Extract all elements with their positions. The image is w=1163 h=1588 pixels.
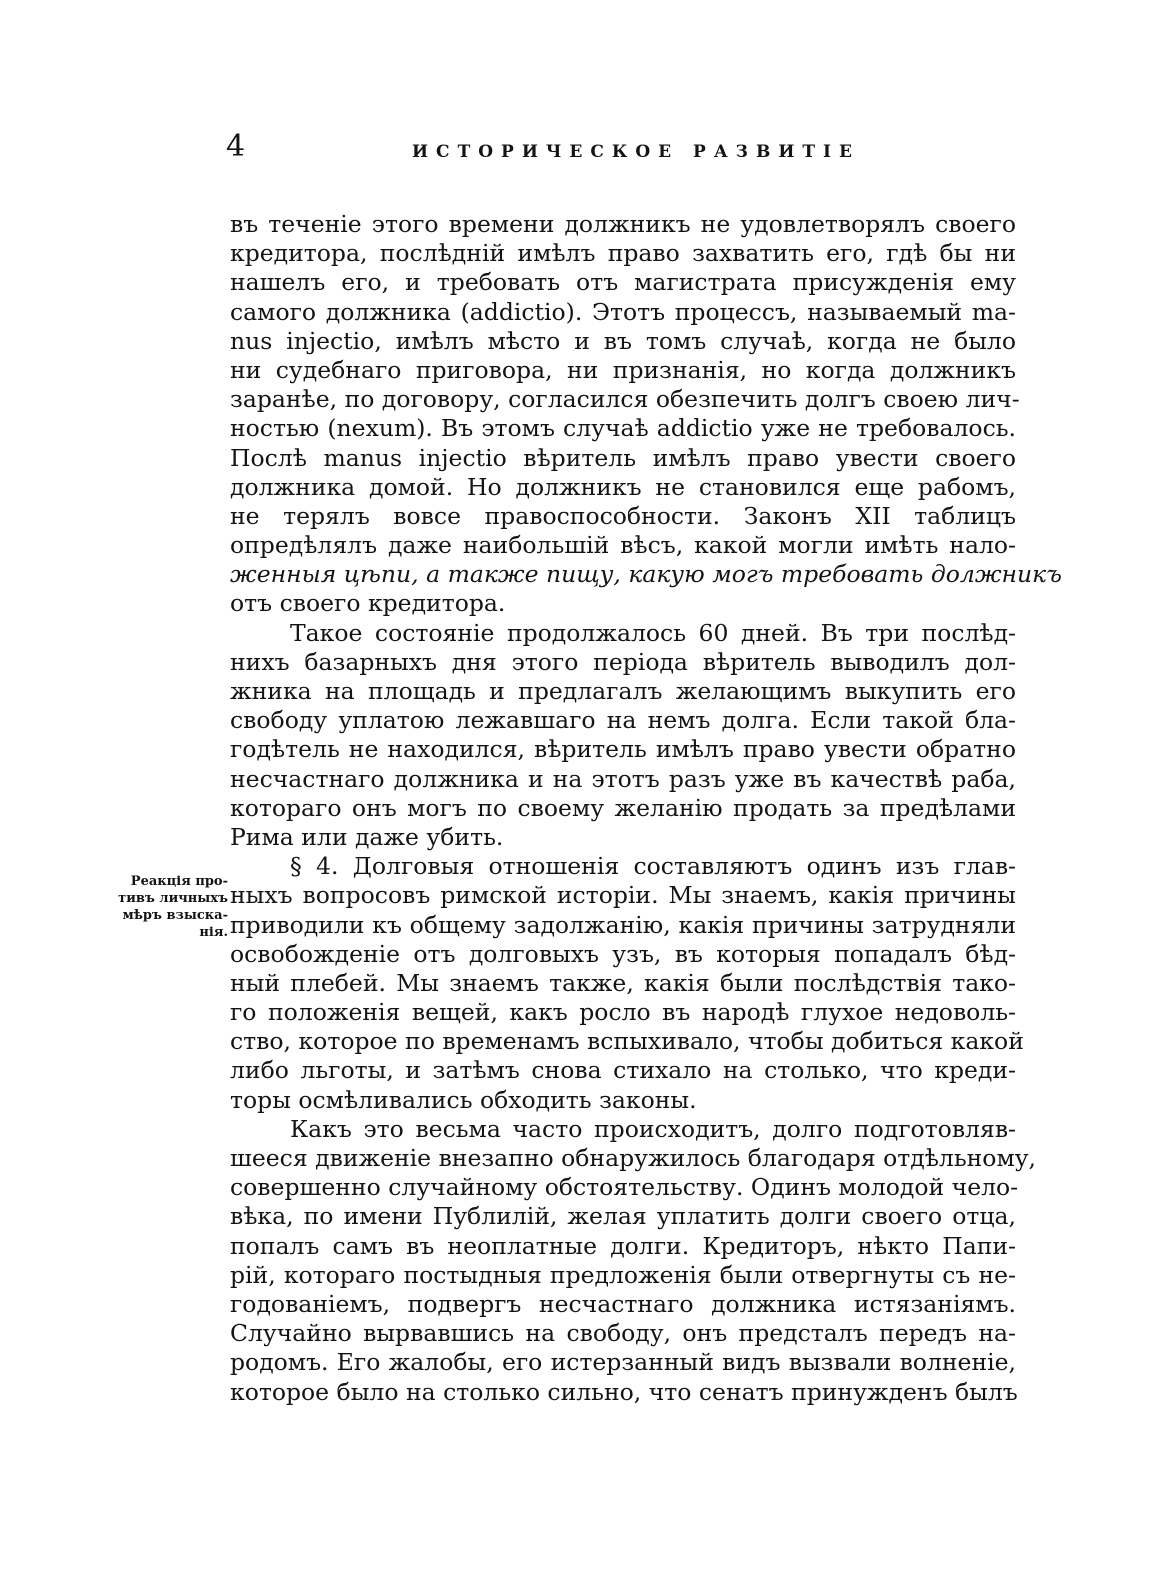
text-line: либо льготы, и затѣмъ снова стихало на столько, что креди- xyxy=(230,1056,1016,1085)
text-line: Случайно вырвавшись на свободу, онъ предсталъ передъ на- xyxy=(230,1319,1016,1348)
text-line: нихъ базарныхъ дня этого періода вѣритель выводилъ дол- xyxy=(230,647,1016,676)
text-line: ностью (nexum). Въ этомъ случаѣ addictio уже не требовалось. xyxy=(230,414,1016,443)
text-line: не терялъ вовсе правоспособности. Законъ XII таблицъ xyxy=(230,501,1016,530)
text-line: родомъ. Его жалобы, его истерзанный видъ вызвали волненіе, xyxy=(230,1348,1016,1377)
text-line: ни судебнаго приговора, ни признанія, но когда должникъ xyxy=(230,355,1016,384)
text-line: въ теченіе этого времени должникъ не удовлетворялъ своего xyxy=(230,210,1016,238)
text-line: женныя цѣпи, а также пищу, какую могъ требовать должникъ xyxy=(230,560,1062,589)
text-line: годѣтель не находился, вѣритель имѣлъ право увести обратно xyxy=(230,735,1016,764)
page-number: 4 xyxy=(226,129,246,164)
text-line: заранѣе, по договору, согласился обезпечить долгъ своею лич- xyxy=(230,385,1020,414)
text-line: ный плебей. Мы знаемъ также, какія были послѣдствія тако- xyxy=(230,968,1016,997)
text-line: свободу уплатою лежавшаго на немъ долга. Если такой бла- xyxy=(230,706,1016,735)
text-line: Послѣ manus injectio вѣритель имѣлъ право увести своего xyxy=(230,443,1016,472)
marginal-note-line: Реакція про- xyxy=(130,874,228,889)
text-line: Такое состояніе продолжалось 60 дней. Въ три послѣд- xyxy=(290,618,1016,647)
text-line: освобожденіе отъ долговыхъ узъ, въ которыя попадалъ бѣд- xyxy=(230,939,1016,968)
text-line: отъ своего кредитора. xyxy=(230,589,506,618)
marginal-note xyxy=(98,873,228,941)
text-line: котораго онъ могъ по своему желанію продать за предѣлами xyxy=(230,793,1016,822)
text-line: вѣка, по имени Публилій, желая уплатить долги своего отца, xyxy=(230,1202,1016,1231)
text-line: шееся движеніе внезапно обнаружилось благодаря отдѣльному, xyxy=(230,1144,1037,1172)
text-line: торы осмѣливались обходить законы. xyxy=(230,1085,697,1114)
text-line: ныхъ вопросовъ римской исторіи. Мы знаемъ, какія причины xyxy=(230,881,1016,910)
text-line: § 4. Долговыя отношенія составляютъ одинъ изъ глав- xyxy=(290,852,1016,881)
text-line: Какъ это весьма часто происходитъ, долго подготовляв- xyxy=(290,1114,1016,1143)
text-line: ство, которое по временамъ вспыхивало, чтобы добиться какой xyxy=(230,1027,1024,1056)
body-text xyxy=(230,210,1062,1407)
text-line: годованіемъ, подвергъ несчастнаго должника истязаніямъ. xyxy=(230,1289,1016,1318)
marginal-note-line: тивъ личныхъ xyxy=(118,891,228,906)
text-line: которое было на столько сильно, что сенатъ принужденъ былъ xyxy=(230,1377,1018,1406)
text-line: попалъ самъ въ неоплатные долги. Кредиторъ, нѣкто Папи- xyxy=(230,1231,1016,1260)
text-line: рій, котораго постыдныя предложенія были отвергнуты съ не- xyxy=(230,1260,1016,1289)
text-line: го положенія вещей, какъ росло въ народѣ глухое недоволь- xyxy=(230,998,1016,1027)
running-title: ИСТОРИЧЕСКОЕ РАЗВИТІЕ xyxy=(412,142,860,162)
text-line: самого должника (addictio). Этотъ процессъ, называемый ma- xyxy=(230,297,1016,326)
marginal-note-line: мѣръ взыска- xyxy=(122,908,228,923)
marginal-note-line: нія. xyxy=(199,925,228,940)
text-line: кредитора, послѣдній имѣлъ право захватить его, гдѣ бы ни xyxy=(230,239,1016,268)
text-line: должника домой. Но должникъ не становился еще рабомъ, xyxy=(230,472,1016,501)
text-line: приводили къ общему задолжанію, какія причины затрудняли xyxy=(230,910,1016,939)
text-line: нашелъ его, и требовать отъ магистрата присужденія ему xyxy=(230,268,1016,297)
text-line: nus injectio, имѣлъ мѣсто и въ томъ случаѣ, когда не было xyxy=(230,326,1016,355)
text-line: опредѣлялъ даже наибольшій вѣсъ, какой могли имѣть нало- xyxy=(230,531,1016,560)
text-line: несчастнаго должника и на этотъ разъ уже въ качествѣ раба, xyxy=(230,764,1016,793)
text-line: совершенно случайному обстоятельству. Одинъ молодой чело- xyxy=(230,1173,1019,1202)
text-line: Рима или даже убить. xyxy=(230,822,504,851)
text-line: жника на площадь и предлагалъ желающимъ выкупить его xyxy=(230,677,1016,705)
